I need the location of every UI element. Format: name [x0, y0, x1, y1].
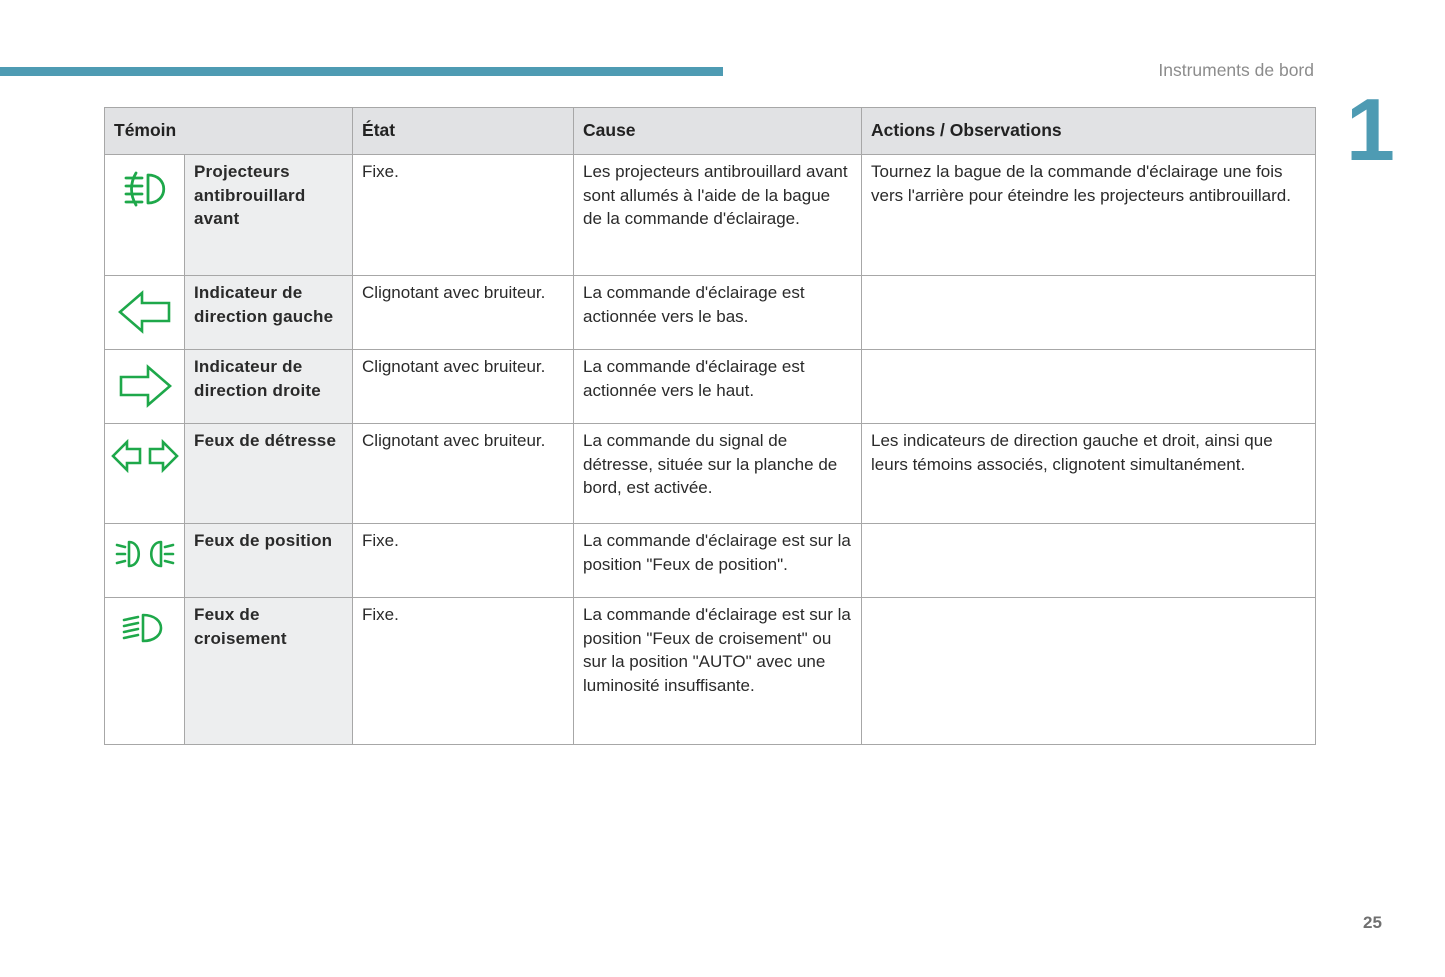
- table-row: [105, 524, 1316, 598]
- dipped-beam-icon: [121, 612, 169, 644]
- warning-lights-table: [104, 107, 1316, 745]
- indicator-icon-cell: [105, 424, 185, 524]
- indicator-name: Projecteurs antibrouillard avant: [185, 155, 353, 276]
- indicator-actions: [862, 350, 1316, 424]
- indicator-state: Fixe.: [353, 598, 574, 745]
- column-header-cause: Cause: [574, 108, 862, 155]
- hazard-arrows-icon: [111, 438, 179, 474]
- table-row: [105, 598, 1316, 745]
- indicator-actions: [862, 276, 1316, 350]
- indicator-name: Indicateur de direction droite: [185, 350, 353, 424]
- indicator-name: Feux de croisement: [185, 598, 353, 745]
- indicator-state: Clignotant avec bruiteur.: [353, 350, 574, 424]
- indicator-actions: [862, 524, 1316, 598]
- indicator-cause: La commande d'éclairage est actionnée vers le bas.: [574, 276, 862, 350]
- table-header-row: [105, 108, 1316, 155]
- indicator-state: Clignotant avec bruiteur.: [353, 276, 574, 350]
- table-row: [105, 155, 1316, 276]
- position-lights-icon: [115, 538, 175, 570]
- indicator-state: Fixe.: [353, 524, 574, 598]
- indicator-actions: Les indicateurs de direction gauche et droit, ainsi que leurs témoins associés, clignotent simultanément.: [862, 424, 1316, 524]
- indicator-cause: Les projecteurs antibrouillard avant sont allumés à l'aide de la bague de la commande d'éclairage.: [574, 155, 862, 276]
- indicator-cause: La commande d'éclairage est sur la position "Feux de croisement" ou sur la position "AUTO" avec une luminosité insuffisante.: [574, 598, 862, 745]
- left-arrow-icon: [117, 290, 173, 334]
- indicator-icon-cell: [105, 524, 185, 598]
- indicator-icon-cell: [105, 276, 185, 350]
- indicator-state: Fixe.: [353, 155, 574, 276]
- indicator-cause: La commande du signal de détresse, située sur la planche de bord, est activée.: [574, 424, 862, 524]
- indicator-icon-cell: [105, 598, 185, 745]
- table-row: [105, 276, 1316, 350]
- indicator-cause: La commande d'éclairage est actionnée vers le haut.: [574, 350, 862, 424]
- indicator-actions: Tournez la bague de la commande d'éclairage une fois vers l'arrière pour éteindre les projecteurs antibrouillard.: [862, 155, 1316, 276]
- column-header-etat: État: [353, 108, 574, 155]
- indicator-cause: La commande d'éclairage est sur la position "Feux de position".: [574, 524, 862, 598]
- indicator-name: Feux de position: [185, 524, 353, 598]
- table-row: [105, 350, 1316, 424]
- chapter-number: 1: [1346, 80, 1395, 179]
- right-arrow-icon: [117, 364, 173, 408]
- table-row: [105, 424, 1316, 524]
- indicator-name: Indicateur de direction gauche: [185, 276, 353, 350]
- indicator-actions: [862, 598, 1316, 745]
- indicator-icon-cell: [105, 155, 185, 276]
- page-number: 25: [1363, 913, 1382, 932]
- front-fog-lamp-icon: [119, 169, 171, 209]
- header-accent-bar: [0, 67, 723, 76]
- column-header-actions: Actions / Observations: [862, 108, 1316, 155]
- indicator-icon-cell: [105, 350, 185, 424]
- column-header-temoin: Témoin: [105, 108, 353, 155]
- section-title: Instruments de bord: [1158, 60, 1314, 80]
- indicator-state: Clignotant avec bruiteur.: [353, 424, 574, 524]
- indicator-name: Feux de détresse: [185, 424, 353, 524]
